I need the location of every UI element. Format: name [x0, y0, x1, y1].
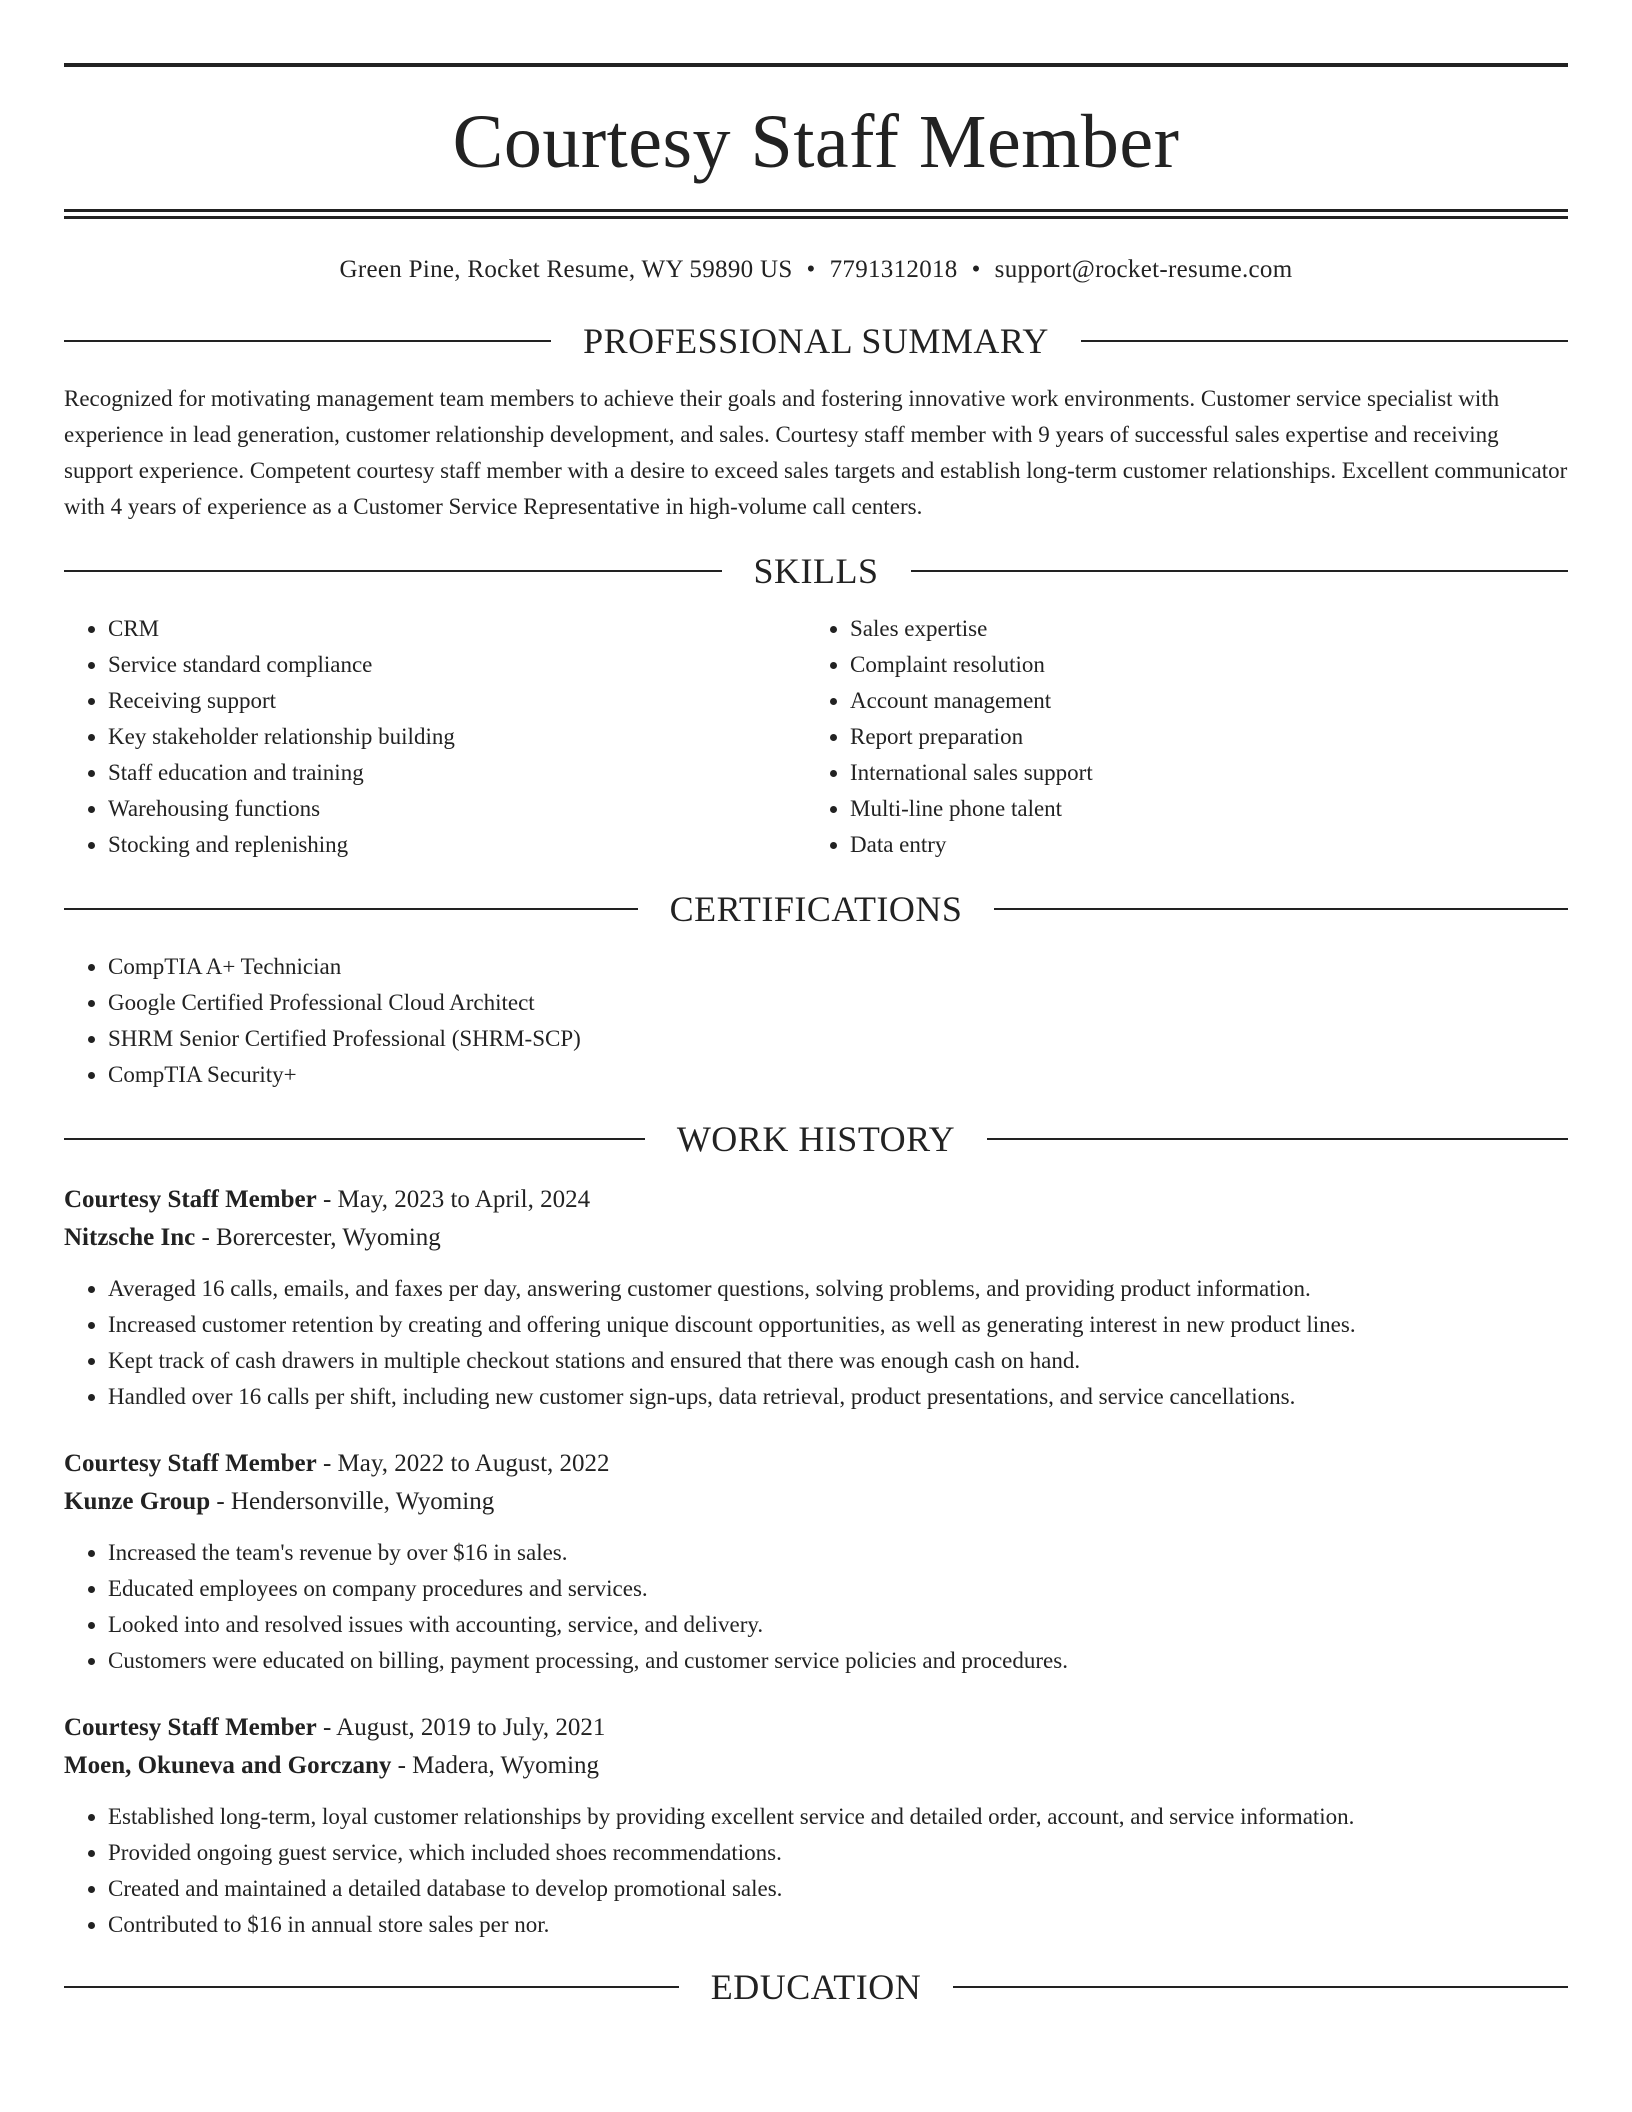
section-rule-right	[911, 570, 1569, 572]
job-location: - Hendersonville, Wyoming	[210, 1488, 495, 1515]
certifications-section-header	[64, 889, 1568, 929]
skill-item: • Warehousing functions	[108, 791, 806, 827]
job-title-line	[64, 1709, 1568, 1747]
job-bullet: • Looked into and resolved issues with accounting, service, and delivery.	[108, 1607, 1568, 1643]
skill-item: • Data entry	[850, 827, 1548, 863]
job-company-line	[64, 1483, 1568, 1521]
job-company-line	[64, 1747, 1568, 1785]
job-company: Kunze Group	[64, 1488, 211, 1515]
resume-page	[64, 0, 1568, 2007]
work-heading: WORK HISTORY	[676, 1119, 956, 1159]
section-rule-left	[64, 1986, 679, 1988]
job-company: Nitzsche Inc	[64, 1224, 196, 1251]
contact-address: Green Pine, Rocket Resume, WY 59890 US	[339, 256, 793, 283]
job-bullets	[64, 1535, 1568, 1679]
skill-item: • Key stakeholder relationship building	[108, 719, 806, 755]
section-rule-left	[64, 1138, 645, 1140]
certification-item: • Google Certified Professional Cloud Architect	[108, 985, 1568, 1021]
section-rule-right	[953, 1986, 1568, 1988]
job-bullet: • Averaged 16 calls, emails, and faxes per day, answering customer questions, solving problems, and providing product information.	[108, 1271, 1568, 1307]
skills-list	[64, 611, 1568, 863]
contact-phone: 7791312018	[829, 256, 958, 283]
job-bullet: • Created and maintained a detailed database to develop promotional sales.	[108, 1871, 1568, 1907]
skills-section-header	[64, 551, 1568, 591]
section-rule-right	[994, 908, 1568, 910]
job-bullets	[64, 1799, 1568, 1943]
job-title-line	[64, 1181, 1568, 1219]
certification-item: • SHRM Senior Certified Professional (SHRM-SCP)	[108, 1021, 1568, 1057]
contact-separator: •	[806, 256, 816, 283]
job-bullet: • Established long-term, loyal customer relationships by providing excellent service and detailed order, account, and service information.	[108, 1799, 1568, 1835]
job-entry	[64, 1445, 1568, 1679]
certification-item: • CompTIA Security+	[108, 1057, 1568, 1093]
job-bullet: • Increased the team's revenue by over $16 in sales.	[108, 1535, 1568, 1571]
skill-item: • Report preparation	[850, 719, 1548, 755]
education-heading: EDUCATION	[710, 1967, 922, 2007]
certifications-list	[64, 949, 1568, 1093]
skills-column-right	[806, 611, 1548, 863]
section-rule-right	[987, 1138, 1568, 1140]
skill-item: • Staff education and training	[108, 755, 806, 791]
work-section-header	[64, 1119, 1568, 1159]
job-bullet: • Increased customer retention by creating and offering unique discount opportunities, as well as generating interest in new product lines.	[108, 1307, 1568, 1343]
contact-separator: •	[971, 256, 981, 283]
job-bullet: • Customers were educated on billing, payment processing, and customer service policies and procedures.	[108, 1643, 1568, 1679]
job-entry	[64, 1181, 1568, 1415]
section-rule-left	[64, 340, 551, 342]
job-entry	[64, 1709, 1568, 1943]
skill-item: • Sales expertise	[850, 611, 1548, 647]
job-dates: - May, 2023 to April, 2024	[316, 1186, 591, 1213]
job-dates: - May, 2022 to August, 2022	[316, 1450, 610, 1477]
skill-item: • Account management	[850, 683, 1548, 719]
summary-section-header	[64, 321, 1568, 361]
name-double-rule	[64, 209, 1568, 219]
job-company-line	[64, 1219, 1568, 1257]
job-dates: - August, 2019 to July, 2021	[316, 1714, 606, 1741]
job-title-line	[64, 1445, 1568, 1483]
job-title: Courtesy Staff Member	[64, 1714, 317, 1741]
skill-item: • CRM	[108, 611, 806, 647]
job-company: Moen, Okuneva and Gorczany	[64, 1752, 392, 1779]
contact-line	[64, 253, 1568, 287]
top-rule	[64, 63, 1568, 67]
summary-text: Recognized for motivating management team members to achieve their goals and fostering innovative work environments. Customer service specialist with experience in lead generation, customer relationship development, and sales. Courtesy staff member with 9 years of successful sales expertise and receiving support experience. Competent courtesy staff member with a desire to exceed sales targets and establish long-term customer relationships. Excellent communicator with 4 years of experience as a Customer Service Representative in high-volume call centers.	[64, 386, 1568, 519]
candidate-name: Courtesy Staff Member	[452, 100, 1180, 184]
skills-heading: SKILLS	[753, 551, 879, 591]
job-bullet: • Provided ongoing guest service, which included shoes recommendations.	[108, 1835, 1568, 1871]
summary-heading: PROFESSIONAL SUMMARY	[583, 321, 1049, 361]
skill-item: • Complaint resolution	[850, 647, 1548, 683]
skill-item: • International sales support	[850, 755, 1548, 791]
job-bullet: • Educated employees on company procedures and services.	[108, 1571, 1568, 1607]
education-section-header	[64, 1967, 1568, 2007]
job-bullet: • Handled over 16 calls per shift, including new customer sign-ups, data retrieval, product presentations, and service cancellations.	[108, 1379, 1568, 1415]
skill-item: • Multi-line phone talent	[850, 791, 1548, 827]
certifications-heading: CERTIFICATIONS	[669, 889, 963, 929]
job-title: Courtesy Staff Member	[64, 1450, 317, 1477]
section-rule-left	[64, 570, 722, 572]
job-location: - Borercester, Wyoming	[195, 1224, 441, 1251]
contact-email: support@rocket-resume.com	[994, 256, 1293, 283]
skills-column-left	[64, 611, 806, 863]
section-rule-left	[64, 908, 638, 910]
job-title: Courtesy Staff Member	[64, 1186, 317, 1213]
job-bullet: • Kept track of cash drawers in multiple checkout stations and ensured that there was enough cash on hand.	[108, 1343, 1568, 1379]
certification-item: • CompTIA A+ Technician	[108, 949, 1568, 985]
job-bullets	[64, 1271, 1568, 1415]
skill-item: • Stocking and replenishing	[108, 827, 806, 863]
section-rule-right	[1081, 340, 1568, 342]
job-location: - Madera, Wyoming	[391, 1752, 600, 1779]
skill-item: • Receiving support	[108, 683, 806, 719]
skill-item: • Service standard compliance	[108, 647, 806, 683]
job-bullet: • Contributed to $16 in annual store sales per nor.	[108, 1907, 1568, 1943]
